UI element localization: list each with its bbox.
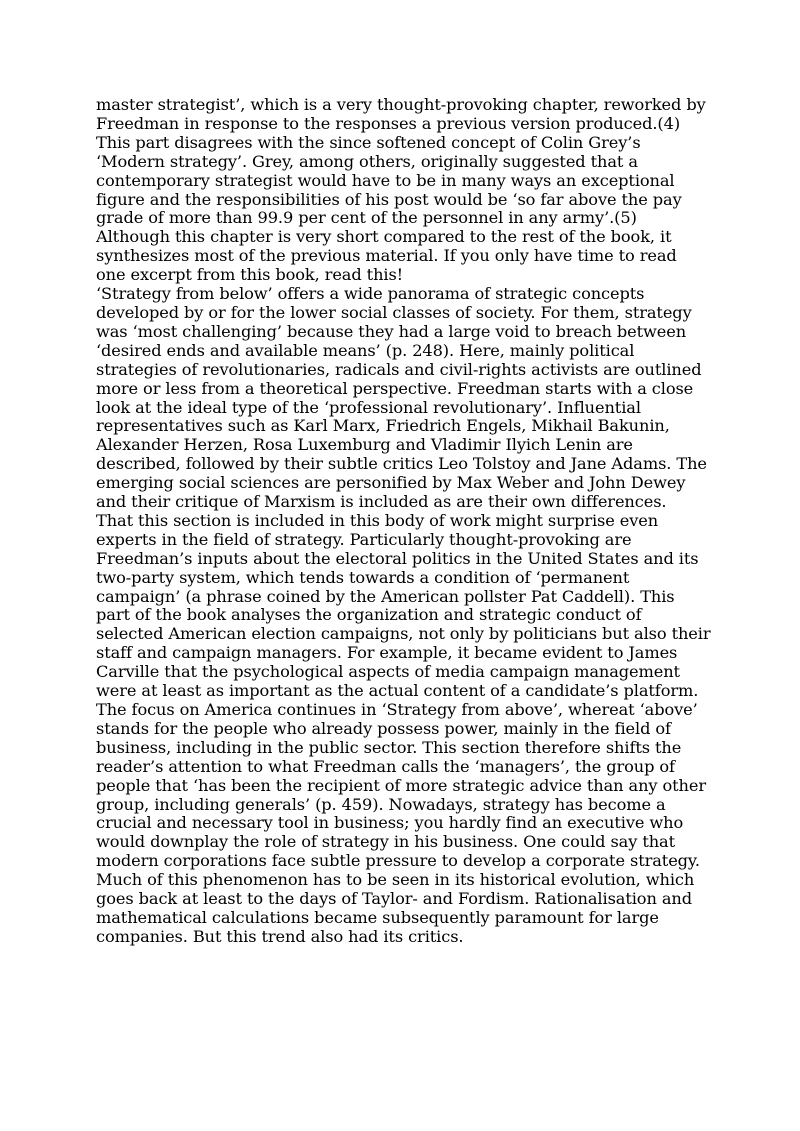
paragraph-strategy-from-above: The focus on America continues in ‘Strategy from above’, whereat ‘above’ stands for the people who already possess power, mainly in the field of business, including in the public sector. This section therefore shifts the reader’s attention to what Freedman calls the ‘managers’, the group of people that ‘has been the recipient of more strategic advice than any other group, including generals’ (p. 459). Nowadays, strategy has become a crucial and necessary tool in business; you hardly find an executive who would downplay the role of strategy in his business. One could say that modern corporations face subtle pressure to develop a corporate strategy. Much of this phenomenon has to be seen in its historical evolution, which goes back at least to the days of Taylor- and Fordism. Rationalisation and mathematical calculations became subsequently paramount for large companies. But this trend also had its critics. [96, 700, 706, 946]
paragraph-master-strategist: master strategist’, which is a very thought-provoking chapter, reworked by Freedman in response to the responses a previous version produced.(4) This part disagrees with the since softened concept of Colin Grey’s ‘Modern strategy’. Grey, among others, originally suggested that a contemporary strategist would have to be in many ways an exceptional figure and the responsibilities of his post would be ‘so far above the pay grade of more than 99.9 per cent of the personnel in any army’.(5) Although this chapter is very short compared to the rest of the book, it synthesizes most of the previous material. If you only have time to read one excerpt from this book, read this! [96, 95, 706, 285]
paragraph-electoral-politics: That this section is included in this body of work might surprise even experts in the field of strategy. Particularly thought-provoking are Freedman’s inputs about the electoral politics in the United States and its two-party system, which tends towards a condition of ‘permanent campaign’ (a phrase coined by the American pollster Pat Caddell). This part of the book analyses the organization and strategic conduct of selected American election campaigns, not only by politicians but also their staff and campaign managers. For example, it became evident to James Carville that the psychological aspects of media campaign management were at least as important as the actual content of a candidate’s platform. [96, 510, 711, 701]
document-page [96, 96, 711, 947]
paragraph-strategy-from-below: ‘Strategy from below’ offers a wide panorama of strategic concepts developed by or for the lower social classes of society. For them, strategy was ‘most challenging’ because they had a large void to breach between ‘desired ends and available means’ (p. 248). Here, mainly political strategies of revolutionaries, radicals and civil-rights activists are outlined more or less from a theoretical perspective. Freedman starts with a close look at the ideal type of the ‘professional revolutionary’. Influential representatives such as Karl Marx, Friedrich Engels, Mikhail Bakunin, Alexander Herzen, Rosa Luxemburg and Vladimir Ilyich Lenin are described, followed by their subtle critics Leo Tolstoy and Jane Adams. The emerging social sciences are personified by Max Weber and John Dewey and their critique of Marxism is included as are their own differences. [96, 284, 707, 512]
